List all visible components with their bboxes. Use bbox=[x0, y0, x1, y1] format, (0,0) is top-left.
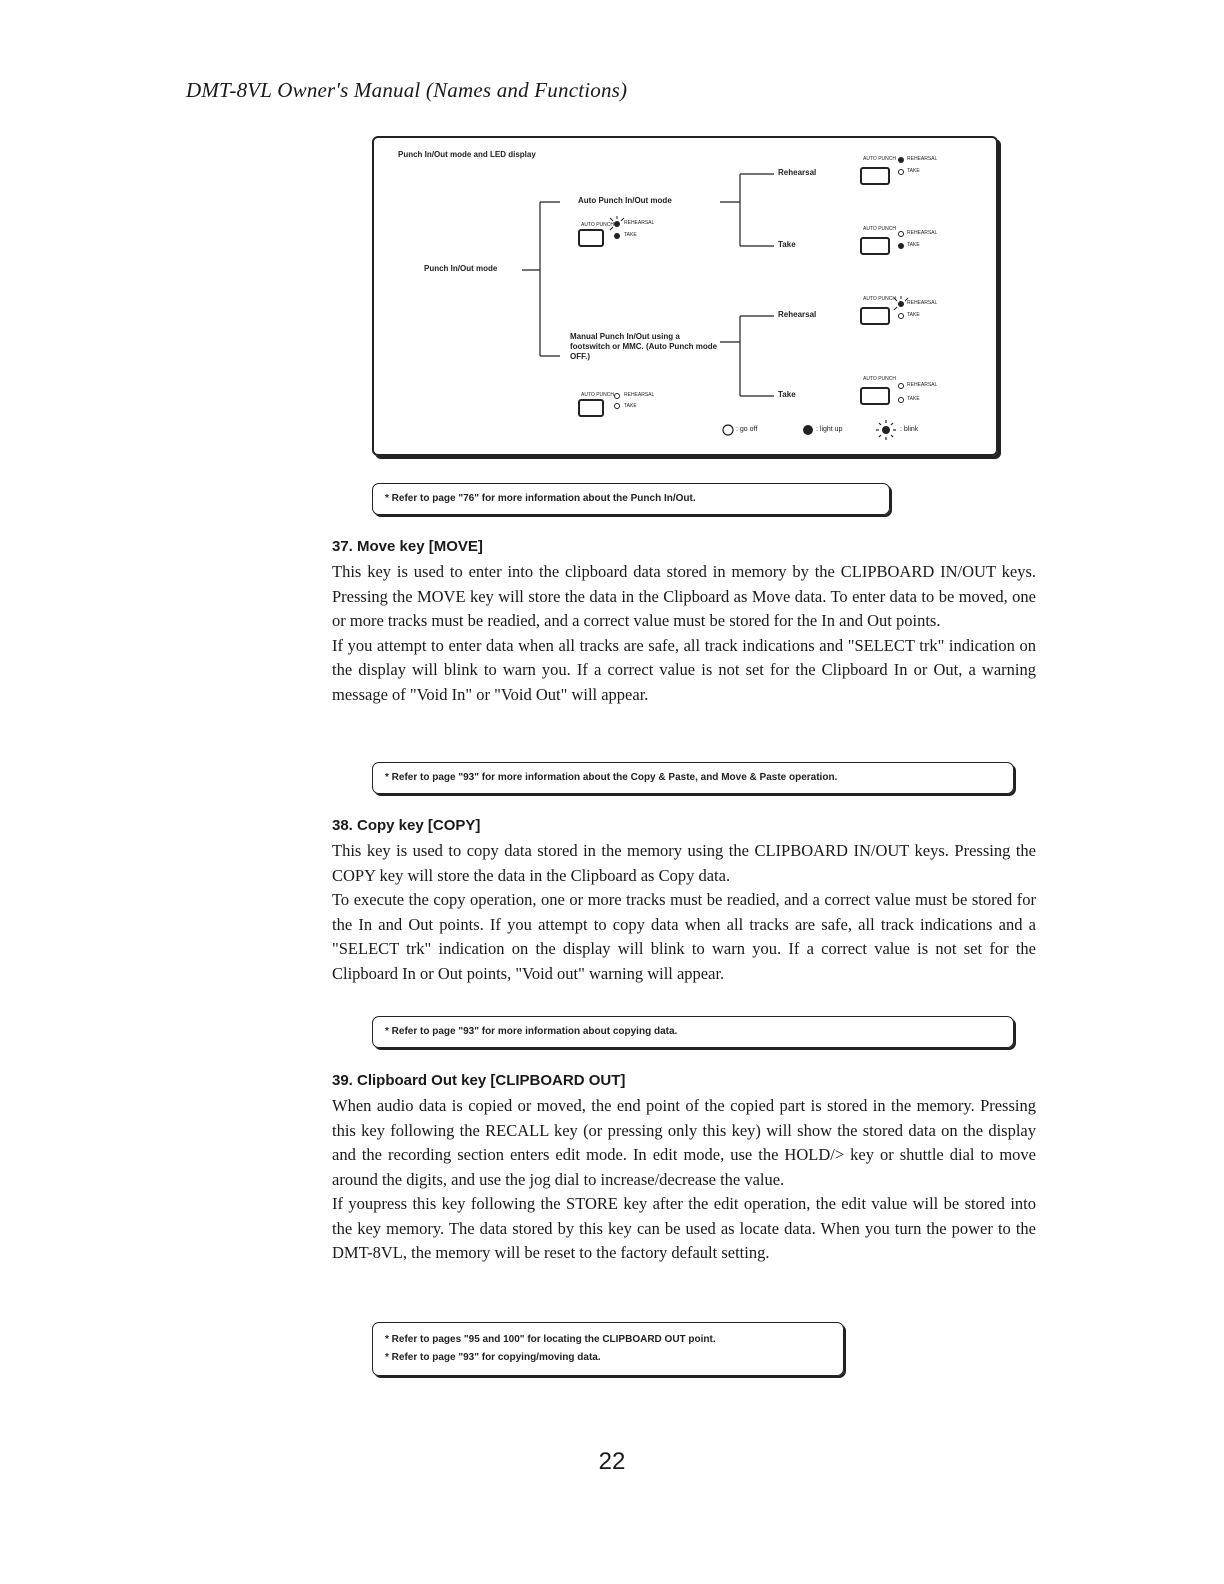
led-rehearsal-label: REHEARSAL bbox=[907, 230, 938, 236]
legend-off-icon bbox=[723, 425, 733, 435]
led-take-label: TAKE bbox=[907, 396, 920, 402]
key-label: AUTO PUNCH bbox=[863, 296, 896, 302]
led-rehearsal-label: REHEARSAL bbox=[907, 300, 938, 306]
diagram-title: Punch In/Out mode and LED display bbox=[398, 150, 536, 159]
auto-punch-key-icon bbox=[579, 400, 603, 416]
section-body-move bbox=[332, 560, 1036, 707]
paragraph: This key is used to copy data stored in the memory using the CLIPBOARD IN/OUT keys. Pressing the COPY key will store the data in the Clipboard as Copy data. bbox=[332, 841, 1036, 885]
led-off-icon bbox=[899, 384, 904, 389]
section-title-copy: 38. Copy key [COPY] bbox=[332, 817, 481, 834]
led-off-icon bbox=[899, 232, 904, 237]
page-header: DMT-8VL Owner's Manual (Names and Functions) bbox=[186, 78, 628, 102]
diagram-lines bbox=[374, 138, 996, 454]
legend-on-icon bbox=[803, 425, 813, 435]
auto-punch-key-icon bbox=[861, 308, 889, 324]
note-line: * Refer to page "93" for more information about the Copy & Paste, and Move & Paste operation. bbox=[385, 772, 838, 783]
paragraph: If youpress this key following the STORE key after the edit operation, the edit value will be stored into the key memory. The data stored by this key can be used as locate data. When you turn the power to the DMT-8VL, the memory will be reset to the factory default setting. bbox=[332, 1194, 1036, 1262]
key-label: AUTO PUNCH bbox=[863, 156, 896, 162]
note-line: * Refer to page "76" for more information about the Punch In/Out. bbox=[385, 493, 696, 504]
led-off-icon bbox=[615, 394, 620, 399]
led-rehearsal-label: REHEARSAL bbox=[624, 220, 655, 226]
led-take-label: TAKE bbox=[907, 312, 920, 318]
take-label: Take bbox=[778, 390, 796, 399]
legend-blink-label: : blink bbox=[900, 426, 919, 433]
rehearsal-label: Rehearsal bbox=[778, 310, 817, 319]
key-label: AUTO PUNCH bbox=[863, 376, 896, 382]
led-take-label: TAKE bbox=[624, 232, 637, 238]
legend-off-label: : go off bbox=[736, 426, 758, 433]
note-punch bbox=[372, 483, 890, 515]
paragraph: To execute the copy operation, one or more tracks must be readied, and a correct value must be stored for the In and Out points. If you attempt to copy data when all tracks are safe, all track indications and a "SELECT trk" indication on the display will blink to warn you. If a correct value is not set for the Clipboard In or Out points, "Void out" warning will appear. bbox=[332, 890, 1036, 983]
section-body-clipboard bbox=[332, 1094, 1036, 1266]
led-on-icon bbox=[898, 243, 904, 249]
legend-on-label: : light up bbox=[816, 426, 843, 433]
led-blink-icon bbox=[898, 301, 904, 307]
note-move bbox=[372, 762, 1014, 794]
led-take-label: TAKE bbox=[907, 242, 920, 248]
led-off-icon bbox=[899, 314, 904, 319]
section-body-copy bbox=[332, 839, 1036, 986]
rehearsal-label: Rehearsal bbox=[778, 168, 817, 177]
note-clipboard bbox=[372, 1322, 844, 1376]
note-line: * Refer to page "93" for copying/moving data. bbox=[385, 1352, 601, 1363]
led-take-label: TAKE bbox=[907, 168, 920, 174]
auto-punch-key-icon bbox=[861, 168, 889, 184]
section-title-move: 37. Move key [MOVE] bbox=[332, 538, 483, 555]
punch-mode-diagram bbox=[372, 136, 998, 456]
auto-mode-label: Auto Punch In/Out mode bbox=[578, 196, 672, 205]
auto-punch-key-icon bbox=[861, 238, 889, 254]
led-off-icon bbox=[615, 404, 620, 409]
manual-mode-label: Manual Punch In/Out using a footswitch or MMC. (Auto Punch mode OFF.) bbox=[570, 332, 718, 361]
led-rehearsal-label: REHEARSAL bbox=[907, 382, 938, 388]
paragraph: If you attempt to enter data when all tracks are safe, all track indications and "SELECT trk" indication on the display will blink to warn you. If a correct value is not set for the Clipboard In or Out, a warning message of "Void In" or "Void Out" will appear. bbox=[332, 635, 1036, 704]
section-title-clipboard: 39. Clipboard Out key [CLIPBOARD OUT] bbox=[332, 1072, 626, 1089]
led-blink-icon bbox=[614, 221, 620, 227]
led-rehearsal-label: REHEARSAL bbox=[907, 156, 938, 162]
auto-punch-key-icon bbox=[861, 388, 889, 404]
led-off-icon bbox=[899, 398, 904, 403]
key-label: AUTO PUNCH bbox=[863, 226, 896, 232]
led-rehearsal-label: REHEARSAL bbox=[624, 392, 655, 398]
take-label: Take bbox=[778, 240, 796, 249]
led-on-icon bbox=[898, 157, 904, 163]
led-on-icon bbox=[614, 233, 620, 239]
paragraph: When audio data is copied or moved, the end point of the copied part is stored in the memory. Pressing this key following the RECALL key (or pressing only this key) will show the stored data on the display and the recording section enters edit mode. In edit mode, use the HOLD/> key or shuttle dial to move around the digits, and use the jog dial to increase/decrease the value. bbox=[332, 1096, 1036, 1189]
punch-mode-label: Punch In/Out mode bbox=[424, 264, 498, 273]
led-take-label: TAKE bbox=[624, 403, 637, 409]
note-line: * Refer to pages "95 and 100" for locating the CLIPBOARD OUT point. bbox=[385, 1334, 716, 1345]
note-line: * Refer to page "93" for more information about copying data. bbox=[385, 1026, 678, 1037]
key-label: AUTO PUNCH bbox=[581, 392, 614, 398]
note-copy bbox=[372, 1016, 1014, 1048]
legend-blink-icon bbox=[876, 420, 896, 440]
led-off-icon bbox=[899, 170, 904, 175]
paragraph: This key is used to enter into the clipboard data stored in memory by the CLIPBOARD IN/OUT keys. Pressing the MOVE key will store the data in the Clipboard as Move data. To enter data to be moved, one or more tracks must be readied, and a correct value must be stored for the In and Out points. bbox=[332, 562, 1036, 630]
key-label: AUTO PUNCH bbox=[581, 222, 614, 228]
page-number: 22 bbox=[598, 1448, 626, 1475]
auto-punch-key-icon bbox=[579, 230, 603, 246]
